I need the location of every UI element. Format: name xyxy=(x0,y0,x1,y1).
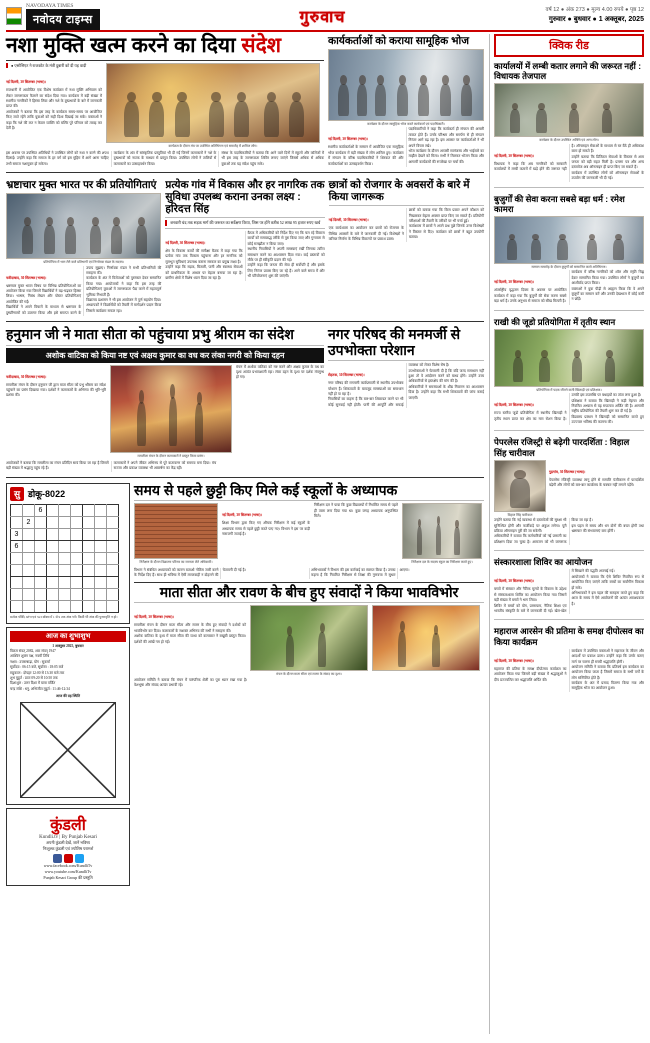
masthead-logo-text: नवोदय टाइम्स xyxy=(26,9,100,30)
quick-read-para-4: अभिभावकों ने इस पहल की सराहना करते हुए कहा कि आज के समय में ऐसे आयोजनों की अत्यंत आवश्यकता है। xyxy=(571,590,644,606)
sudoku-cell[interactable] xyxy=(71,576,83,588)
hanuman-subhead: अशोक वाटिका को किया नष्ट एवं अक्षय कुमार का वध कर लंका नगरी को किया दहन xyxy=(6,348,324,363)
chhatra-para-1: एक कार्यशाला का आयोजन कर छात्रों को रोजगार के विभिन्न अवसरों के बारे में जानकारी दी गई। विशेषज्ञों ने करियर निर्माण के विभिन्न विकल्पों पर प्रकाश डाला। xyxy=(328,226,404,242)
nagar-para-1: नगर परिषद की मनमानी कार्यप्रणाली से स्थानीय उपभोक्ता परेशान हैं। शिकायतों के बावजूद समस्याओं का समाधान नहीं हो पा रहा है। xyxy=(328,381,404,397)
ad-logo: कुंडली xyxy=(50,817,86,835)
karyakarta-para-2: पदाधिकारियों ने कहा कि कार्यकर्ता ही संगठन की असली ताकत होते हैं। उनके परिश्रम और समर्पण से ही संगठन निरंतर आगे बढ़ रहा है। इस अवसर पर कार्यकर्ताओं ने भी अपने विचार रखे। xyxy=(408,127,484,148)
sudoku-cell[interactable] xyxy=(83,552,95,564)
sudoku-cell[interactable] xyxy=(107,528,119,540)
sudoku-cell[interactable] xyxy=(11,564,23,576)
sudoku-cell[interactable] xyxy=(71,600,83,612)
sudoku-cell[interactable] xyxy=(23,528,35,540)
masthead-date: गुरुवार ● बुधवार ● 1 अक्तूबर, 2025 xyxy=(548,15,644,23)
bhrashtachar-headline: भ्रष्टाचार मुक्त भारत पर की प्रतियोगिताएं xyxy=(6,179,157,192)
sudoku-cell[interactable] xyxy=(23,576,35,588)
quick-read-dateline: नई दिल्ली, 30 सितम्बर (भाषा)। xyxy=(494,403,534,408)
panchang-line-5: राहुकाल : दोपहर 12:00 से 13:30 बजे तक xyxy=(10,670,65,675)
lead-para-3: इस अवसर पर उपस्थित अतिथियों ने उपस्थित लोगों को नशा न करने की शपथ दिलाई। उन्होंने कहा कि समाज के हर वर्ग को इस मुहिम में आगे आना चाहिए तभी समाज नशामुक्त हो सकेगा। xyxy=(6,150,109,166)
quick-read-para-2: प्रशिक्षक ने बताया कि खिलाड़ी ने कड़ी मेहनत और नियमित अभ्यास से यह सफलता अर्जित की है। आगामी राष्ट्रीय प्रतियोगिता की तैयारी शुरू कर दी गई है। xyxy=(571,398,644,414)
nagar-para-2: निवासियों का कहना है कि बार-बार शिकायत करने पर भी कोई सुनवाई नहीं होती। पानी की आपूर्ति और सफाई व्यवस्था को लेकर विशेष रोष है। xyxy=(328,363,450,407)
hanuman-para-1: रामलीला मंचन के दौरान हनुमान जी द्वारा माता सीता को प्रभु श्रीराम का संदेश पहुंचाने का प्रसंग दिखाया गया। दर्शकों ने कलाकारों के अभिनय की भूरि-भूरि प्रशंसा की। xyxy=(6,382,106,398)
sudoku-cell[interactable] xyxy=(83,540,95,552)
sita-headline: माता सीता और रावण के बीच हुए संवादों ने किया भावविभोर xyxy=(159,583,459,600)
nagar-para-3: उपभोक्ताओं ने चेतावनी दी है कि यदि जल्द समाधान नहीं हुआ तो वे आंदोलन करने को बाध्य होंगे। उन्होंने उच्च अधिकारियों से हस्तक्षेप की मांग की है। xyxy=(408,368,484,384)
vikas-callout: बनवारी चंद तक सड़क मार्ग की जरूरत का सर्वेक्षण किया, जिस पर होंगे करीब 52 लाख 95 हजार रुपए खर्च xyxy=(165,220,324,226)
karyakarta-para-1: स्थानीय कार्यकर्ताओं के सम्मान में आयोजित एक सामूहिक भोज कार्यक्रम में बड़ी संख्या में लोग शामिल हुए। कार्यक्रम में संगठन के वरिष्ठ पदाधिकारियों ने शिरकत की और कार्यकर्ताओं का उत्साहवर्धन किया। xyxy=(328,145,404,166)
sudoku-cell[interactable] xyxy=(95,600,107,612)
sudoku-cell[interactable] xyxy=(59,564,71,576)
panchang-line-3: नक्षत्र : उत्तराषाढ़ा, योग : सुकर्मा xyxy=(10,659,51,664)
hanuman-para-3: आयोजकों ने बताया कि रामलीला का मंचन प्रतिदिन सायं किया जा रहा है जिसमें बड़ी संख्या में श्रद्धालु पहुंच रहे हैं। xyxy=(6,461,109,471)
sudoku-rules: प्रत्येक पंक्ति, स्तंभ एवं 3x3 बॉक्स में 1 से 9 तक अंक भरें। किसी भी अंक की पुनरावृत्ति न हो। xyxy=(10,614,118,619)
sudoku-cell[interactable] xyxy=(35,564,47,576)
panchang-date: 1 अक्तूबर 2025, बुधवार xyxy=(52,643,84,648)
sudoku-cell[interactable] xyxy=(23,588,35,600)
sita-dateline: नई दिल्ली, 30 सितम्बर (भाषा)। xyxy=(134,615,174,620)
sudoku-cell[interactable] xyxy=(35,588,47,600)
nagar-dateline: रोहतक, 30 सितम्बर (भाषा)। xyxy=(328,373,365,378)
masthead-logo-sub: NAVODAYA TIMES xyxy=(26,2,74,9)
sudoku-cell[interactable] xyxy=(11,516,23,528)
karyakarta-photo xyxy=(328,49,484,121)
sudoku-cell[interactable] xyxy=(47,552,59,564)
sudoku-cell[interactable] xyxy=(107,588,119,600)
sudoku-cell[interactable] xyxy=(83,516,95,528)
sudoku-cell[interactable] xyxy=(59,540,71,552)
sudoku-cell[interactable] xyxy=(71,504,83,516)
quick-read-headline: संस्कारशाला शिविर का आयोजन xyxy=(494,557,593,568)
sudoku-cell[interactable] xyxy=(59,528,71,540)
karyakarta-story xyxy=(328,34,484,167)
quick-read-item[interactable] xyxy=(494,193,644,305)
sudoku-cell[interactable] xyxy=(83,588,95,600)
sudoku-cell[interactable] xyxy=(47,588,59,600)
masthead-right xyxy=(545,7,644,24)
ad-logo-sub: Kundli.tv | By Punjab Kesari xyxy=(39,835,97,841)
panchang-line-2: आश्विन शुक्ल पक्ष, नवमी तिथि xyxy=(10,654,50,659)
samay-column xyxy=(134,483,484,887)
sudoku-cell[interactable]: 6 xyxy=(35,504,47,516)
karyakarta-para-3: भोज कार्यक्रम के दौरान आपसी सामंजस्य और भाईचारे का माहौल देखने को मिला। सभी ने मिलकर भोजन किया और आगामी कार्यक्रमों की रूपरेखा पर चर्चा की। xyxy=(408,149,484,164)
sudoku-row xyxy=(11,528,119,540)
sudoku-cell[interactable] xyxy=(71,540,83,552)
nagar-story xyxy=(328,327,484,472)
hanuman-headline: हनुमान जी ने माता सीता को पहुंचाया प्रभु श्रीराम का संदेश xyxy=(6,325,294,342)
sudoku-cell[interactable] xyxy=(95,576,107,588)
sudoku-cell[interactable] xyxy=(83,504,95,516)
sudoku-row xyxy=(11,552,119,564)
quick-read-title: क्विक रीड xyxy=(494,34,644,57)
hanuman-photo-caption: रामलीला मंचन के दौरान कलाकारों ने प्रस्तुत किया प्रसंग। xyxy=(137,453,205,458)
row-two xyxy=(6,178,484,316)
samay-dateline: नई दिल्ली, 30 सितम्बर (भाषा)। xyxy=(222,513,262,518)
sudoku-cell[interactable] xyxy=(11,600,23,612)
quick-read-dateline: नई दिल्ली, 30 सितम्बर (भाषा)। xyxy=(494,579,534,584)
sudoku-cell[interactable] xyxy=(35,540,47,552)
vikas-story xyxy=(165,178,324,316)
row-lead xyxy=(6,34,484,167)
sudoku-cell[interactable] xyxy=(23,504,35,516)
bhrashtachar-para-4: विद्यालय प्रशासन ने भी इस आयोजन में पूर्ण सहयोग दिया। अध्यापकों ने विद्यार्थियों को तैयारी में मार्गदर्शन प्रदान किया जिससे कार्यक्रम सफल रहा। xyxy=(86,297,162,313)
ad-line-1: अपनी कुंडली देखें, जानें भविष्य xyxy=(46,840,90,846)
samay-para-2: निरीक्षण दल ने पाया कि कुछ विद्यालयों में निर्धारित समय से पहले ही ताला लगा दिया गया था। कुछ जगह अध्यापक अनुपस्थित मिले। xyxy=(314,503,398,519)
sudoku-cell[interactable] xyxy=(107,576,119,588)
masthead-section-title: गुरुवाच xyxy=(299,9,346,26)
sudoku-cell[interactable] xyxy=(83,576,95,588)
sudoku-cell[interactable] xyxy=(23,564,35,576)
sudoku-cell[interactable] xyxy=(83,564,95,576)
kundli-title: आज की ग्रह स्थिति xyxy=(55,694,81,699)
quick-read-para-1: पेपरलेस रजिस्ट्री व्यवस्था लागू होने से सम्पत्ति पंजीकरण में पारदर्शिता बढ़ेगी और लोगों को बार-बार कार्यालय के चक्कर नहीं लगाने पड़ेंगे। xyxy=(549,477,644,488)
sudoku-cell[interactable] xyxy=(35,552,47,564)
quick-read-dateline: नई दिल्ली, 30 सितम्बर (भाषा)। xyxy=(494,153,534,158)
quick-read-para-1: विधायक ने कहा कि अब नागरिकों को सरकारी कार्यालयों में लम्बी कतारों में खड़े होने की जरूरत नहीं है। ऑनलाइन सेवाओं के माध्यम से घर बैठे ही अधिकांश काम हो सकते हैं। xyxy=(494,143,644,172)
sudoku-cell[interactable] xyxy=(107,600,119,612)
sudoku-cell[interactable] xyxy=(35,600,47,612)
vikas-para-3: बैठक में अधिकारियों को निर्देश दिए गए कि चल रहे विकास कार्यों को समयबद्ध तरीके से पूरा किया जाए और गुणवत्ता से कोई समझौता न किया जाए। xyxy=(247,231,325,246)
sita-para-1: रामलीला मंचन के दौरान माता सीता और रावण के बीच हुए संवादों ने दर्शकों को भावविभोर कर दिया। कलाकारों के सशक्त अभिनय की सभी ने सराहना की। xyxy=(134,623,246,633)
sudoku-cell[interactable] xyxy=(11,588,23,600)
sudoku-row xyxy=(11,564,119,576)
quick-read-dateline: गुड़गांव, 30 सितम्बर (भाषा)। xyxy=(549,469,586,474)
sudoku-cell[interactable]: 3 xyxy=(11,528,23,540)
bhrashtachar-photo xyxy=(6,193,161,259)
sudoku-cell[interactable] xyxy=(23,540,35,552)
quick-read-portrait-photo xyxy=(494,460,546,512)
quick-read-para-1: अंतर्राष्ट्रीय वृद्धजन दिवस के अवसर पर आयोजित कार्यक्रम में कहा गया कि बुजुर्गों की सेवा करना सबसे बड़ा धर्म है। उनके अनुभव से समाज को सीख मिलती है। xyxy=(494,288,567,304)
vikas-para-4: स्थानीय निवासियों ने अपनी समस्याएं रखीं जिनका त्वरित समाधान करने का आश्वासन दिया गया। कई प्रस्तावों को मौके पर ही स्वीकृति प्रदान की गई। xyxy=(247,247,325,263)
quick-read-para-2: कार्यक्रम में उपस्थित वक्ताओं ने महाराज के जीवन और आदर्शों पर प्रकाश डाला। उन्होंने कहा कि उनके बताए मार्ग पर चलना ही सच्ची श्रद्धांजलि होगी। xyxy=(571,648,644,664)
sudoku-cell[interactable] xyxy=(59,504,71,516)
lead-headline xyxy=(6,34,324,58)
panchang-line-6: शुभ मुहूर्त : प्रातः 09:20 से 10:50 तक xyxy=(10,675,58,680)
quick-read-caption: प्रतियोगिता में पदक जीतने वाली खिलाड़ी एवं प्रशिक्षक। xyxy=(536,387,602,392)
lead-headline-accent: संदेश xyxy=(241,34,282,57)
sita-photo xyxy=(250,605,368,671)
sudoku-cell[interactable] xyxy=(95,540,107,552)
quick-read-caption: विहाल सिंह चारीवाल xyxy=(507,512,533,517)
sudoku-cell[interactable] xyxy=(71,516,83,528)
quick-read-para-3: वक्ताओं ने युवा पीढ़ी से आह्वान किया कि वे अपने बुजुर्गों का सम्मान करें और उनकी देखभाल में कोई कमी न छोड़ें। xyxy=(571,286,644,302)
masthead xyxy=(6,4,644,32)
ad-social-fb[interactable]: www.facebook.com/KundliTv xyxy=(43,863,93,869)
quick-read-photo-figures xyxy=(495,84,643,136)
masthead-left xyxy=(6,3,100,30)
hanuman-photo xyxy=(110,365,232,453)
sudoku-cell[interactable] xyxy=(71,528,83,540)
sita-photo-2 xyxy=(372,605,480,671)
quick-read-para-1: महाराज की प्रतिमा के समक्ष दीपोत्सव कार्यक्रम का आयोजन किया गया जिसमें बड़ी संख्या में श्रद्धालुओं ने दीप प्रज्ज्वलित कर श्रद्धांजलि अर्पित की। xyxy=(494,666,567,682)
kundli-chart xyxy=(20,702,116,798)
chhatra-headline: छात्रों को रोजगार के अवसरों के बारे में किया जागरूक xyxy=(328,179,470,204)
bhrashtachar-story xyxy=(6,178,161,316)
samay-para-3: विभाग ने संबंधित अध्यापकों को कारण बताओ नोटिस जारी करने के निर्देश दिए हैं। साथ ही भविष्य में ऐसी लापरवाही न दोहराने की चेतावनी दी गई है। xyxy=(134,567,246,578)
sudoku-cell[interactable] xyxy=(35,516,47,528)
sudoku-cell[interactable]: 2 xyxy=(23,516,35,528)
quick-read-para-1: राज्य स्तरीय जूडो प्रतियोगिता में स्थानीय खिलाड़ी ने तृतीय स्थान प्राप्त कर क्षेत्र का नाम रोशन किया है। उनकी इस उपलब्धि पर बधाइयों का तांता लगा हुआ है। xyxy=(494,393,642,421)
chhatra-para-3: कार्यशाला में छात्रों ने अपने प्रश्न पूछे जिनके उत्तर विशेषज्ञों ने विस्तार से दिए। कार्यक्रम को छात्रों ने बहुत उपयोगी बताया। xyxy=(408,224,485,240)
sudoku-cell[interactable] xyxy=(59,600,71,612)
karyakarta-photo-caption: कार्यक्रम के दौरान सामूहिक भोज करते कार्यकर्ता एवं पदाधिकारी। xyxy=(367,122,445,127)
samay-headline: समय से पहले छुट्टी किए मिले कई स्कूलों के अध्यापक xyxy=(134,481,398,498)
sudoku-cell[interactable] xyxy=(47,516,59,528)
sudoku-row xyxy=(11,504,119,516)
vikas-para-2: उन्होंने कहा कि सड़क, बिजली, पानी और स्वास्थ्य सेवाओं को प्राथमिकता के आधार पर बेहतर बनाया जा रहा है। ग्रामीण क्षेत्रों में विशेष ध्यान दिया जा रहा है। xyxy=(165,265,243,281)
quick-read-caption: सम्मान समारोह के दौरान बुजुर्गों को सम्मानित करते अतिथिगण। xyxy=(531,264,607,269)
quick-read-para-2: उन्होंने बताया कि डिजिटल सेवाओं के विस्तार से आम जनता को बड़ी राहत मिली है। प्रमाण पत्र और अन्य दस्तावेज अब ऑनलाइन ही प्राप्त किए जा सकते हैं। xyxy=(571,154,644,170)
sudoku-cell[interactable] xyxy=(11,576,23,588)
sudoku-cell[interactable] xyxy=(35,528,47,540)
sita-photo-figures xyxy=(251,606,367,670)
quick-read-para-3: आयोजन समिति ने बताया कि प्रतिवर्ष इस कार्यक्रम का आयोजन किया जाता है जिसमें समाज के सभी वर्गों के लोग सम्मिलित होते हैं। xyxy=(571,664,644,680)
lead-photo-caption: कार्यक्रम के दौरान मंच पर उपस्थित अतिथिगण एवं समारोह में शामिल लोग। xyxy=(168,143,258,148)
quick-read-item[interactable] xyxy=(494,316,644,426)
twitter-icon[interactable] xyxy=(75,854,84,863)
samay-para-1: शिक्षा विभाग द्वारा किए गए औचक निरीक्षण में कई स्कूलों के अध्यापक समय से पहले छुट्टी करते पाए गए। विभाग ने इस पर कड़ी नाराजगी जताई है। xyxy=(222,521,310,537)
ad-line-2: निःशुल्क कुंडली एवं ज्योतिष परामर्श xyxy=(42,846,94,852)
vikas-headline: प्रत्येक गांव में विकास और हर नागरिक तक सुविधा उपलब्ध कराना उनका लक्ष्य : हरिदत्त सिंह xyxy=(165,179,325,216)
bhrashtachar-para-1: भ्रष्टाचार मुक्त भारत विषय पर विभिन्न प्रतियोगिताओं का आयोजन किया गया जिसमें विद्यार्थियों ने बढ़-चढ़कर हिस्सा लिया। भाषण, निबंध लेखन और पोस्टर प्रतियोगिताएं आयोजित की गईं। xyxy=(6,283,82,304)
facebook-icon[interactable] xyxy=(53,854,62,863)
sudoku-row xyxy=(11,576,119,588)
quick-read-photo-figures xyxy=(495,330,643,386)
sudoku-cell[interactable] xyxy=(83,528,95,540)
quick-read-caption: कार्यक्रम के दौरान उपस्थित अतिथि एवं अन्य लोग। xyxy=(539,138,599,143)
sudoku-row xyxy=(11,540,119,552)
samay-photo-2-figures xyxy=(403,504,481,558)
sudoku-cell[interactable] xyxy=(95,516,107,528)
sudoku-block[interactable] xyxy=(6,483,130,624)
ad-social-icons xyxy=(9,854,127,863)
panchang-line-1: विक्रम संवत् 2082, शक संवत् 1947 xyxy=(10,648,56,653)
row-four xyxy=(6,483,484,887)
karyakarta-dateline: नई दिल्ली, 30 सितम्बर (भाषा)। xyxy=(328,137,368,142)
page-columns xyxy=(6,34,644,1034)
ad-social-yt[interactable]: www.youtube.com/KundliTv xyxy=(44,869,92,875)
samay-photo-2-caption: निरीक्षण दल के सदस्य स्कूल का निरीक्षण करते हुए। xyxy=(411,560,473,565)
panchang-line-7: दिशाशूल : उत्तर दिशा में यात्रा वर्जित xyxy=(10,681,56,686)
quick-read-item[interactable] xyxy=(494,625,644,692)
sudoku-cell[interactable] xyxy=(71,552,83,564)
samay-photo-1-caption: निरीक्षण के दौरान विद्यालय परिसर का जायजा लेते अधिकारी। xyxy=(139,560,213,565)
masthead-edition-info: वर्ष 12 ● अंक 273 ● मूल्य 4.00 रुपये ● पृष्ठ 12 xyxy=(545,7,644,14)
lead-story xyxy=(6,34,324,167)
quick-read-headline: पेपरलेस रजिस्ट्री से बढ़ेगी पारदर्शिता : विहाल सिंह चारीवाल xyxy=(494,437,630,458)
sudoku-cell[interactable] xyxy=(11,552,23,564)
sudoku-badge: सु xyxy=(10,487,24,501)
sudoku-cell[interactable] xyxy=(59,516,71,528)
quick-read-item[interactable] xyxy=(494,436,644,545)
sudoku-cell[interactable] xyxy=(107,564,119,576)
lead-headline-main: नशा मुक्ति खत्म करने का दिया xyxy=(6,34,236,57)
sudoku-cell[interactable] xyxy=(107,540,119,552)
kundli-advertisement[interactable] xyxy=(6,808,130,886)
sudoku-cell[interactable] xyxy=(59,588,71,600)
bhrashtachar-para-2: विद्यार्थियों ने अपने विचारों के माध्यम से भ्रष्टाचार के दुष्परिणामों को उजागर किया और इसे समाप्त करने के उपाय सुझाए। निर्णायक मंडल ने सभी प्रतिभागियों की सराहना की। xyxy=(6,265,162,315)
sudoku-cell[interactable] xyxy=(59,576,71,588)
bhrashtachar-photo-figures xyxy=(7,194,160,258)
bhrashtachar-photo-caption: प्रतियोगिता में भाग लेने वाले प्रतिभागी एवं निर्णायक मंडल के सदस्य। xyxy=(43,260,125,265)
hanuman-photo-figures xyxy=(111,366,231,452)
sudoku-cell[interactable] xyxy=(71,564,83,576)
samay-para-4: अभिभावकों ने विभाग की इस कार्रवाई का स्वागत किया है। उनका कहना है कि नियमित निरीक्षण से शिक्षा की गुणवत्ता में सुधार आएगा। xyxy=(311,567,410,578)
sudoku-cell[interactable] xyxy=(47,600,59,612)
lead-para-1: राजधानी में आयोजित एक विशेष कार्यक्रम में नशा मुक्ति अभियान को लेकर जागरूकता फैलाने का संदेश दिया गया। कार्यक्रम में बड़ी संख्या में स्थानीय नागरिकों ने हिस्सा लिया और नशे के दुष्प्रभावों के बारे में जानकारी प्राप्त की। xyxy=(6,88,102,109)
chhatra-story xyxy=(329,178,484,316)
quick-read-para-3: अधिकारियों ने बताया कि कर्मचारियों को नई प्रणाली का प्रशिक्षण दिया जा चुका है। आमजन को भी जागरूक किया जा रहा है। xyxy=(494,518,593,544)
panchang-line-4: सूर्योदय : 06:15 बजे, सूर्यास्त : 18:05 बजे xyxy=(10,665,64,670)
sudoku-cell[interactable] xyxy=(47,504,59,516)
sudoku-cell[interactable] xyxy=(47,528,59,540)
lead-dateline: नई दिल्ली, 30 सितम्बर (भाषा)। xyxy=(6,80,46,85)
karyakarta-photo-figures xyxy=(329,50,483,120)
sudoku-cell[interactable] xyxy=(95,552,107,564)
chhatra-para-2: छात्रों को बताया गया कि किस प्रकार अपने कौशल को निखारकर बेहतर अवसर प्राप्त किए जा सकते हैं। प्रतियोगी परीक्षाओं की तैयारी के तरीकों पर भी चर्चा हुई। xyxy=(408,208,485,224)
sita-para-3: आयोजन समिति ने बताया कि मंचन में पारंपरिक शैली का पूरा ध्यान रखा गया है। वेशभूषा और संवाद अत्यंत प्रभावी रहे। xyxy=(134,677,248,688)
sudoku-cell[interactable] xyxy=(95,504,107,516)
lead-bullet: ● एसोसिएट ने राजकोट के मंत्री दुबारी को दी यह वादी xyxy=(6,63,102,69)
vikas-para-5: उन्होंने कहा कि जनता की सेवा ही सर्वोपरि है और इसके लिए निरंतर प्रयास किए जा रहे हैं। आने वाले समय में और भी परियोजनाएं शुरू की जाएंगी। xyxy=(247,263,325,279)
bhrashtachar-para-3: कार्यक्रम के अंत में विजेताओं को पुरस्कार देकर सम्मानित किया गया। आयोजकों ने कहा कि इस तरह की प्रतियोगिताएं युवाओं में जागरूकता पैदा करने में महत्वपूर्ण भूमिका निभाती हैं। xyxy=(86,276,162,297)
sudoku-cell[interactable] xyxy=(59,552,71,564)
samay-photo-1 xyxy=(134,503,218,559)
panchang-line-8: चन्द्र राशि : धनु, अभिजीत मुहूर्त : 11:46-12:34 xyxy=(10,686,70,691)
sudoku-cell[interactable] xyxy=(23,600,35,612)
sudoku-cell[interactable] xyxy=(11,504,23,516)
india-flag-icon xyxy=(6,7,22,25)
lead-para-2: आयोजकों ने बताया कि इस तरह के कार्यक्रम समय-समय पर आयोजित किए जाते रहेंगे ताकि युवाओं को सही दिशा दिखाई जा सके। वक्ताओं ने कहा कि नशे की लत न केवल व्यक्ति को बल्कि पूरे परिवार को तबाह कर देती है। xyxy=(6,109,102,131)
sudoku-cell[interactable] xyxy=(47,576,59,588)
sudoku-cell[interactable] xyxy=(83,600,95,612)
bhrashtachar-dateline: फरीदाबाद, 30 सितम्बर (भाषा)। xyxy=(6,275,47,280)
quick-read-para-3: आयोजकों ने बताया कि ऐसे शिविर नियमित रूप से आयोजित किए जाएंगे ताकि बच्चों का सर्वांगीण विकास हो सके। xyxy=(571,574,644,590)
puzzle-column xyxy=(6,483,130,887)
sudoku-cell[interactable]: 6 xyxy=(11,540,23,552)
quick-read-photo xyxy=(494,329,644,387)
vikas-dateline: नई दिल्ली, 30 सितम्बर (भाषा)। xyxy=(165,241,206,246)
vikas-para-1: क्षेत्र के विकास कार्यों की समीक्षा बैठक में कहा गया कि प्रत्येक गांव तक विकास पहुंचाना और हर नागरिक को मूलभूत सुविधाएं उपलब्ध कराना सरकार का प्रमुख लक्ष्य है। xyxy=(165,249,243,264)
quick-read-item[interactable] xyxy=(494,556,644,614)
quick-read-headline: राखी की जूडो प्रतियोगिता में तृतीय स्थान xyxy=(494,316,616,327)
ad-social-group: Punjab Kesari Group की प्रस्तुति xyxy=(43,875,93,881)
hanuman-story xyxy=(6,327,324,472)
samay-photo-2 xyxy=(402,503,482,559)
row-three xyxy=(6,327,484,472)
quick-read-para-2: उन्होंने बताया कि नई व्यवस्था से दस्तावेजों की सुरक्षा भी सुनिश्चित होगी और फर्जीवाड़े पर अंकुश लगेगा। पूरी प्रक्रिया ऑनलाइन पूरी की जा सकेगी। xyxy=(494,518,567,534)
quick-read-para-1: बच्चों में संस्कार और नैतिक मूल्यों के विकास के उद्देश्य से संस्कारशाला शिविर का आयोजन किया गया जिसमें बड़ी संख्या में बच्चों ने भाग लिया। xyxy=(494,587,567,603)
sudoku-row xyxy=(11,600,119,612)
sudoku-row xyxy=(11,516,119,528)
quick-read-para-3: विद्यालय प्रबंधन ने खिलाड़ी को सम्मानित करते हुए उज्ज्वल भविष्य की कामना की। xyxy=(571,414,644,425)
panchang-block xyxy=(6,627,130,806)
lead-para-5: संस्था के पदाधिकारियों ने बताया कि आने वाले दिनों में स्कूलों और कॉलेजों में भी इस तरह के जागरूकता शिविर लगाए जाएंगे जिससे अधिक से अधिक युवाओं तक यह संदेश पहुंच सके। xyxy=(221,150,324,166)
lead-para-4: कार्यक्रम के अंत में सांस्कृतिक प्रस्तुतियां भी दी गईं जिनमें कलाकारों ने नशे के दुष्प्रभावों को नाटक के माध्यम से प्रस्तुत किया। उपस्थित लोगों ने तालियों से कलाकारों का उत्साहवर्धन किया। xyxy=(113,150,217,166)
chhatra-dateline: नई दिल्ली, 30 सितम्बर (भाषा)। xyxy=(328,218,369,223)
quick-read-rail xyxy=(489,34,644,1034)
quick-read-para-4: कार्यक्रम के अंत में प्रसाद वितरण किया गया और सामूहिक भोज का आयोजन हुआ। xyxy=(571,681,644,691)
sudoku-cell[interactable] xyxy=(107,552,119,564)
quick-read-photo xyxy=(494,216,644,264)
quick-read-para-2: शिविर में बच्चों को योग, प्राणायाम, नैतिक शिक्षा एवं भारतीय संस्कृति के बारे में जानकारी दी गई। खेल-खेल में सिखाने की पद्धति अपनाई गई। xyxy=(494,569,615,613)
sudoku-cell[interactable] xyxy=(47,540,59,552)
sudoku-title: डोकू-8022 xyxy=(28,489,66,500)
quick-read-headline: कार्यालयों में लम्बी कतार लगाने की जरूरत नहीं : विधायक तेजपाल xyxy=(494,61,642,82)
nagar-para-4: अधिकारियों ने समस्याओं के शीघ्र निवारण का आश्वासन दिया है। उन्होंने कहा कि सभी शिकायतों की जांच कराई जाएगी। xyxy=(408,384,484,400)
sita-para-2: अशोक वाटिका के दृश्य में माता सीता की व्यथा को कलाकार ने बखूबी प्रस्तुत किया। दर्शकों की आंखें नम हो गईं। xyxy=(134,634,246,644)
quick-read-photo xyxy=(494,83,644,137)
sudoku-cell[interactable] xyxy=(107,504,119,516)
sita-photo-caption: मंचन के दौरान माता सीता एवं रावण के संवाद का दृश्य। xyxy=(276,672,342,677)
hanuman-dateline: फरीदाबाद, 30 सितम्बर (भाषा)। xyxy=(6,374,47,379)
hanuman-para-2: मंचन में अशोक वाटिका को नष्ट करने और अक्षय कुमार के वध का दृश्य अत्यंत प्रभावशाली रहा। लंका दहन के दृश्य पर दर्शक मंत्रमुग्ध हो गए। xyxy=(236,364,324,380)
sudoku-cell[interactable] xyxy=(47,564,59,576)
sita-photo-2-figures xyxy=(373,606,479,670)
panchang-title: आज का शुभाशुभ xyxy=(10,631,126,642)
hanuman-para-4: कलाकारों ने अपने जीवंत अभिनय से पूरे वातावरण को राममय बना दिया। मंच सज्जा और प्रकाश व्यवस्था भी आकर्षण का केंद्र रही। xyxy=(113,461,217,471)
karyakarta-headline: कार्यकर्ताओं को कराया सामूहिक भोज xyxy=(328,35,470,47)
sudoku-cell[interactable] xyxy=(23,552,35,564)
sudoku-cell[interactable] xyxy=(107,516,119,528)
quick-read-item[interactable] xyxy=(494,60,644,182)
main-content xyxy=(6,34,484,1034)
nagar-headline: नगर परिषद की मनमर्जी से उपभोक्ता परेशान xyxy=(328,325,461,358)
masthead-logo xyxy=(26,3,100,30)
quick-read-photo-figures xyxy=(495,217,643,263)
sudoku-grid[interactable] xyxy=(10,504,119,613)
sudoku-cell[interactable] xyxy=(95,588,107,600)
quick-read-headline: महाराज आरसेन की प्रतिमा के समक्ष दीपोत्सव का किया कार्यक्रम xyxy=(494,626,644,647)
quick-read-para-4: इस पहल से समय और धन दोनों की बचत होगी तथा भ्रष्टाचार की संभावनाएं कम होंगी। xyxy=(571,523,644,534)
quick-read-dateline: नई दिल्ली, 30 सितम्बर (भाषा)। xyxy=(494,280,534,285)
sudoku-cell[interactable] xyxy=(95,564,107,576)
lead-photo xyxy=(106,63,320,143)
sudoku-cell[interactable] xyxy=(71,588,83,600)
quick-read-para-2: कार्यक्रम में वरिष्ठ नागरिकों को शॉल और स्मृति चिह्न देकर सम्मानित किया गया। उपस्थित लोगों ने बुजुर्गों का आशीर्वाद प्राप्त किया। xyxy=(571,270,644,286)
lead-photo-figures xyxy=(107,64,319,142)
sudoku-row xyxy=(11,588,119,600)
sudoku-cell[interactable] xyxy=(95,528,107,540)
sudoku-header xyxy=(10,487,126,501)
quick-read-dateline: नई दिल्ली, 30 सितम्बर (भाषा)। xyxy=(494,658,534,663)
quick-read-headline: बुजुर्गों की सेवा करना सबसे बड़ा धर्म : रमेश कामरा xyxy=(494,193,625,214)
sudoku-cell[interactable] xyxy=(35,576,47,588)
youtube-icon[interactable] xyxy=(64,854,73,863)
quick-read-para-3: कार्यक्रम में उपस्थित लोगों को ऑनलाइन सेवाओं के उपयोग की जानकारी भी दी गई। xyxy=(571,170,644,181)
